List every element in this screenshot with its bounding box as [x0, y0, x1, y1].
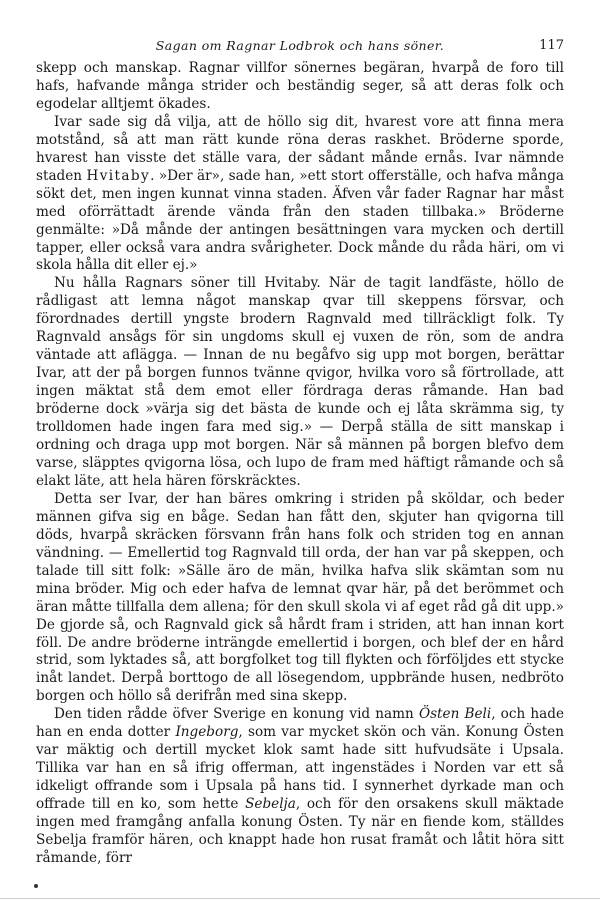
name-sebelja: Sebelja [245, 796, 296, 813]
text-segment: Detta ser Ivar, der han bäres omkring i striden på sköldar, och beder männen gifva sig en båge. Sedan han fått den, skjuter han qvigorna till döds, hvarpå skräcken försvann från hans folk och striden tog en annan vändning. — Emellertid tog Ragnvald till orda, der han var på skeppen, och talade till sitt folk: »Sälle äro de män, hvilka hafva slik skämtan som nu mina bröder. Mig och eder hafva de lemnat qvar här, på det berömmet och äran måtte tillfalla dem allena; för den skull skola vi af eget råd gå dit upp.» De gjorde så, och Ragnvald gick så hårdt fram i striden, att han innan kort föll. De andre bröderne inträngde emellertid i borgen, och blef der en hård strid, som lyktades så, att borgfolket tog till flykten och förföljdes ett stycke inåt landet. Derpå borttogo de all lösegendom, uppbrände husen, nedbröto borgen och höllo så derifrån med sina skepp. [36, 490, 564, 705]
text-segment: Nu hålla Ragnars söner till Hvitaby. När de tagit landfäste, höllo de rådligast att lemna något manskap qvar till skeppens försvar, och förordnades dertill yngste brodern Ragnvald med tillräckligt folk. Ty Ragnvald ansågs för sin ungdoms skull ej vuxen de rön, som de andra väntade att aflägga. — Innan de nu begåfvo sig upp mot borgen, berättar Ivar, att der på borgen funnos tvänne qvigor, hvilka voro så förtrollade, att ingen mäktat stå dem emot eller fördraga deras råmande. Han bad bröderne dock »värja sig det bästa de kunde och ej låta skrämma sig, ty trolldomen hade ingen fara med sig.» — Derpå ställa de sitt manskap i ordning och draga upp mot borgen. När så männen på borgen blefvo dem varse, släpptes qvigorna lösa, och lupo de fram med häftigt råmande och så elakt läte, att hela hären förskräcktes. [36, 275, 564, 489]
paragraph [36, 60, 564, 114]
text-segment: Den tiden rådde öfver Sverige en konung vid namn [54, 706, 419, 723]
print-mark [34, 884, 38, 888]
place-name-hvitaby: Hvitaby [86, 167, 151, 184]
name-ingeborg: Ingeborg [175, 724, 239, 741]
paragraph [36, 114, 564, 276]
text-segment: Ivar sade sig då vilja, att de höllo sig dit, hvarest vore att finna mera motstånd, så att man rätt kunde röna deras raskhet. Bröderne sporde, hvarest han visste det ställe vara, der sådant månde ernås. Ivar nämnde staden [36, 113, 564, 184]
text-segment: , som var mycket skön och vän. Konung Östen var mäktig och dertill mycket klok samt hade sitt hufvudsäte i Upsala. Tillika var han en så ifrig offerman, att ingenstädes i Norden var ett så idkeligt offrande som i Upsala på hans tid. I synnerhet dyrkade man och offrade till en ko, som hette [36, 724, 564, 813]
text-segment: , och för den orsakens skull mäktade ingen med framgång anfalla konung Östen. Ty när en fiende kom, ställdes Sebelja framför hären, och knappt hade hon rusat framåt och låtit höra sitt råmande, förr [36, 796, 564, 866]
name-osten-beli: Östen Beli [418, 706, 492, 723]
body-text [36, 60, 564, 868]
text-segment: , och hade han en enda dotter [36, 706, 564, 741]
text-segment: . »Der är», sade han, »ett stort offerställe, och hafva många sökt det, men ingen kunnat vinna staden. Äfven vår fader Ragnar har måst med oförrättadt ärende vända från den staden tillbaka.» Bröderne genmälte: »Då månde der antingen besättningen vara mycken och dertill tapper, eller också vara andra svårigheter. Dock månde du råda häri, om vi skola hålla dit eller ej.» [36, 167, 564, 274]
paragraph [36, 275, 564, 490]
page-bottom-rule [0, 898, 600, 899]
text-segment: skepp och manskap. Ragnar villfor sönernes begäran, hvarpå de foro till hafs, hafvande många strider och beständig seger, så att deras folk och egodelar alltjemt ökades. [36, 60, 564, 112]
paragraph [36, 491, 564, 706]
paragraph [36, 706, 564, 868]
page-header [36, 38, 564, 60]
book-page [36, 38, 564, 868]
page-number: 117 [539, 38, 564, 53]
running-title: Sagan om Ragnar Lodbrok och hans söner. [155, 38, 445, 53]
